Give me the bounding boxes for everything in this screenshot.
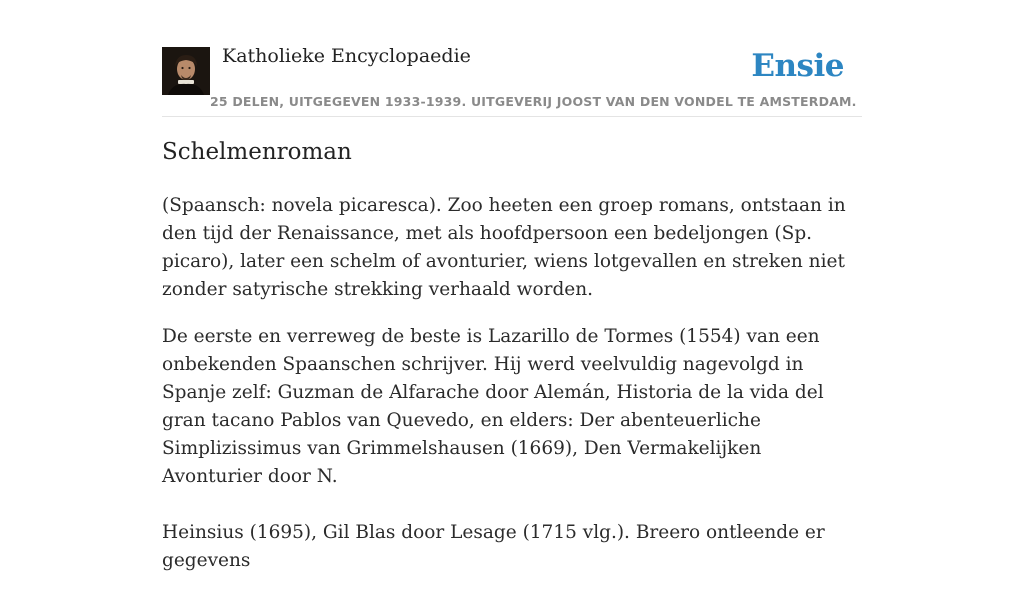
- source-avatar[interactable]: [162, 47, 210, 95]
- ensie-logo-link[interactable]: Ensie: [751, 48, 844, 84]
- entry-paragraph: (Spaansch: novela picaresca). Zoo heeten een groep romans, ontstaan in den tijd der Renaissance, met als hoofdpersoon een bedeljongen (Sp. picaro), later een schelm of avonturier, wiens lotgevallen en streken niet zonder satyrische strekking verhaald worden.: [162, 195, 846, 300]
- entry-paragraph: De eerste en verreweg de beste is Lazarillo de Tormes (1554) van een onbekenden Spaanschen schrijver. Hij werd veelvuldig nagevolgd in Spanje zelf: Guzman de Alfarache door Alemán, Historia de la vida del gran tacano Pablos van Quevedo, en elders: Der abenteuerliche Simplizissimus van Grimmelshausen (1669), Den Vermakelijken Avonturier door N.: [162, 326, 824, 487]
- source-header: [162, 40, 862, 117]
- source-title[interactable]: Katholieke Encyclopaedie: [222, 45, 471, 67]
- entry-paragraph: Heinsius (1695), Gil Blas door Lesage (1715 vlg.). Breero ontleende er gegevens: [162, 522, 825, 571]
- entry-body: [162, 192, 862, 594]
- entry-title: Schelmenroman: [162, 139, 352, 165]
- source-subtitle: 25 DELEN, UITGEGEVEN 1933-1939. UITGEVERIJ JOOST VAN DEN VONDEL TE AMSTERDAM.: [210, 94, 857, 109]
- portrait-icon: [162, 47, 210, 95]
